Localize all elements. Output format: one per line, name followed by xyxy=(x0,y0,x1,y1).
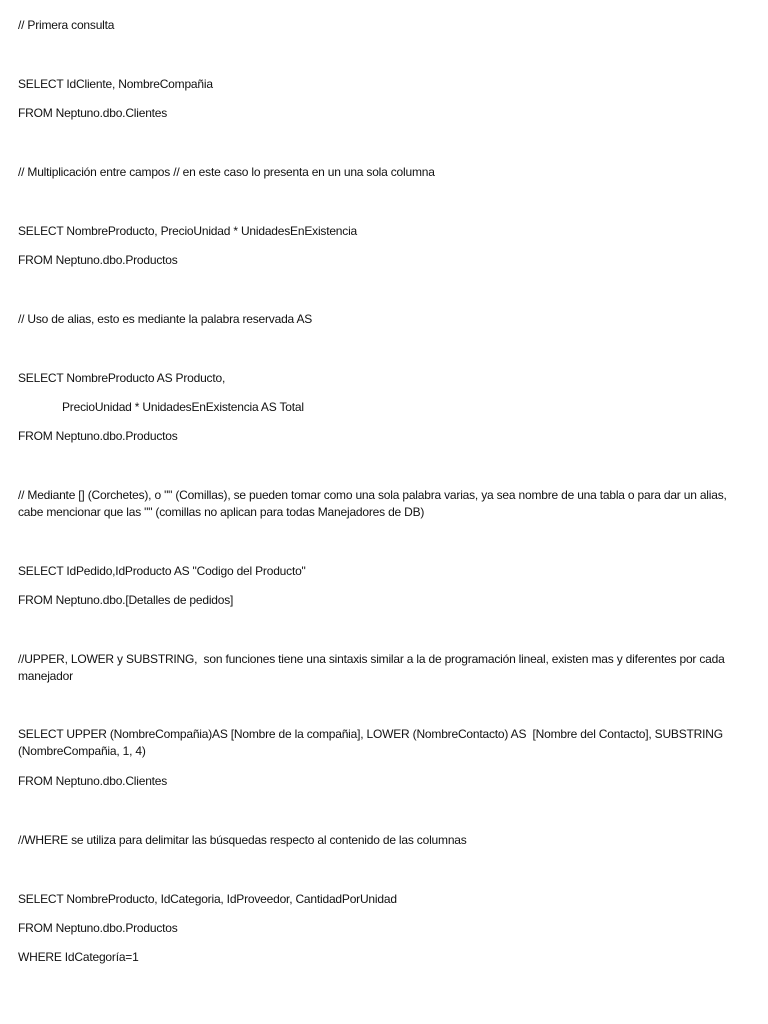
code-line: FROM Neptuno.dbo.Productos xyxy=(18,429,178,443)
code-line: SELECT IdPedido,IdProducto AS "Codigo del Producto" xyxy=(18,564,306,578)
code-line: SELECT NombreProducto, IdCategoria, IdProveedor, CantidadPorUnidad xyxy=(18,892,397,906)
code-line: SELECT NombreProducto, PrecioUnidad * UnidadesEnExistencia xyxy=(18,224,358,238)
comment-line: // Multiplicación entre campos // en este caso lo presenta en un una sola columna xyxy=(18,165,435,179)
comment-line: //WHERE se utiliza para delimitar las búsquedas respecto al contenido de las columnas xyxy=(18,833,467,847)
code-line: SELECT NombreProducto AS Producto, xyxy=(18,371,226,385)
code-line: FROM Neptuno.dbo.Productos xyxy=(18,921,178,935)
code-line: FROM Neptuno.dbo.[Detalles de pedidos] xyxy=(18,593,234,607)
code-line: WHERE IdCategoría=1 xyxy=(18,950,139,964)
code-paragraph: SELECT UPPER (NombreCompañia)AS [Nombre de la compañia], LOWER (NombreContacto) AS [Nombre del Contacto], SUBSTRING (NombreCompañia, 1, 4) xyxy=(18,727,726,758)
comment-line: // Primera consulta xyxy=(18,18,115,32)
comment-paragraph: // Mediante [] (Corchetes), o "" (Comillas), se pueden tomar como una sola palabra varias, ya sea nombre de una tabla o para dar un alias, cabe mencionar que las "" (comillas no aplican para todas Manejadores de DB) xyxy=(18,488,730,519)
code-line: FROM Neptuno.dbo.Clientes xyxy=(18,106,168,120)
code-line: FROM Neptuno.dbo.Clientes xyxy=(18,774,168,788)
code-line-indented: PrecioUnidad * UnidadesEnExistencia AS Total xyxy=(62,400,304,414)
comment-paragraph: //UPPER, LOWER y SUBSTRING, son funciones tiene una sintaxis similar a la de programación lineal, existen mas y diferentes por cada manejador xyxy=(18,652,728,683)
code-line: FROM Neptuno.dbo.Productos xyxy=(18,253,178,267)
code-line: SELECT IdCliente, NombreCompañia xyxy=(18,77,213,91)
comment-line: // Uso de alias, esto es mediante la palabra reservada AS xyxy=(18,312,313,326)
